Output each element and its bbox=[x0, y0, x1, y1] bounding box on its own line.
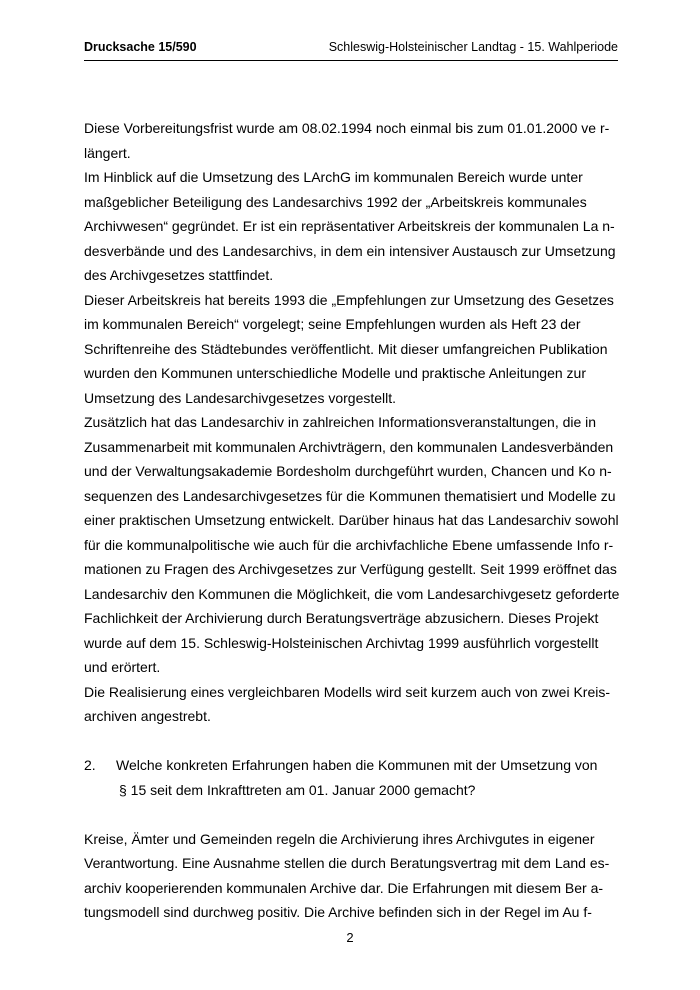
text-line: längert. bbox=[84, 144, 131, 161]
text-line: einer praktischen Umsetzung entwickelt. Darüber hinaus hat das Landesarchiv sowohl bbox=[84, 512, 619, 528]
text-line: archiv kooperierenden kommunalen Archive dar. Die Erfahrungen mit diesem Ber a- bbox=[84, 879, 604, 896]
text-line: für die kommunalpolitische wie auch für die archivfachliche Ebene umfassende Info r- bbox=[84, 536, 614, 553]
question-2 bbox=[84, 753, 618, 802]
text-line: desverbände und des Landesarchivs, in dem ein intensiver Austausch zur Umsetzung bbox=[84, 242, 616, 259]
text-line: sequenzen des Landesarchivgesetzes für die Kommunen thematisiert und Modelle zu bbox=[84, 487, 616, 504]
text-line: Schriftenreihe des Städtebundes veröffentlicht. Mit dieser umfangreichen Publikation bbox=[84, 340, 608, 357]
text-line: wurden den Kommunen unterschiedliche Modelle und praktische Anleitungen zur bbox=[84, 365, 586, 381]
document-body bbox=[84, 116, 618, 925]
text-line: und erörtert. bbox=[84, 659, 161, 675]
page-number: 2 bbox=[346, 930, 354, 945]
text-line: maßgeblicher Beteiligung des Landesarchivs 1992 der „Arbeitskreis kommunales bbox=[84, 193, 587, 210]
text-line: Die Realisierung eines vergleichbaren Modells wird seit kurzem auch von zwei Kreis- bbox=[84, 683, 611, 700]
text-line: Dieser Arbeitskreis hat bereits 1993 die „Empfehlungen zur Umsetzung des Gesetzes bbox=[84, 291, 614, 308]
parliament-title: Schleswig-Holsteinischer Landtag - 15. Wahlperiode bbox=[328, 40, 618, 54]
text-line: und der Verwaltungsakademie Bordesholm durchgeführt wurden, Chancen und Ko n- bbox=[84, 463, 612, 479]
paragraph-working-group bbox=[84, 165, 618, 288]
text-line: tungsmodell sind durchweg positiv. Die Archive befinden sich in der Regel im Au f- bbox=[84, 904, 592, 920]
text-line: Fachlichkeit der Archivierung durch Beratungsverträge abzusichern. Dieses Projekt bbox=[84, 610, 599, 626]
spacer bbox=[84, 729, 618, 754]
spacer bbox=[84, 802, 618, 827]
text-line: im kommunalen Bereich“ vorgelegt; seine Empfehlungen wurden als Heft 23 der bbox=[84, 316, 581, 332]
text-line: Diese Vorbereitungsfrist wurde am 08.02.1994 noch einmal bis zum 01.01.2000 ve r- bbox=[84, 120, 610, 136]
text-line: Archivwesen“ gegründet. Er ist ein repräsentativer Arbeitskreis der kommunalen La n- bbox=[84, 218, 615, 234]
text-line: Verantwortung. Eine Ausnahme stellen die durch Beratungsvertrag mit dem Land es- bbox=[84, 855, 610, 871]
text-line: Umsetzung des Landesarchivgesetzes vorgestellt. bbox=[84, 389, 397, 406]
question-text-line-1: Welche konkreten Erfahrungen haben die Kommunen mit der Umsetzung von bbox=[116, 757, 598, 773]
text-line: Im Hinblick auf die Umsetzung des LArchG im kommunalen Bereich wurde unter bbox=[84, 169, 583, 185]
question-line bbox=[84, 753, 618, 778]
text-line: wurde auf dem 15. Schleswig-Holsteinischen Archivtag 1999 ausführlich vorgestellt bbox=[84, 634, 599, 651]
text-line: Landesarchiv den Kommunen die Möglichkeit, die vom Landesarchivgesetz geforderte bbox=[84, 585, 620, 602]
text-line: archiven angestrebt. bbox=[84, 708, 211, 724]
question-number: 2. bbox=[84, 757, 96, 773]
document-number: Drucksache 15/590 bbox=[84, 40, 197, 54]
text-line: des Archivgesetzes stattfindet. bbox=[84, 267, 274, 283]
text-line: Kreise, Ämter und Gemeinden regeln die Archivierung ihres Archivgutes in eigener bbox=[84, 830, 595, 847]
text-line: Zusätzlich hat das Landesarchiv in zahlreichen Informationsveranstaltungen, die in bbox=[84, 414, 597, 430]
paragraph-preparation-period bbox=[84, 116, 618, 165]
paragraph-information-events bbox=[84, 410, 618, 680]
question-text-line-2: § 15 seit dem Inkrafttreten am 01. Januar 2000 gemacht? bbox=[119, 781, 476, 798]
page-header bbox=[84, 38, 618, 61]
answer-paragraph bbox=[84, 827, 618, 925]
text-line: Zusammenarbeit mit kommunalen Archivträgern, den kommunalen Landesverbänden bbox=[84, 438, 614, 455]
text-line: mationen zu Fragen des Archivgesetzes zur Verfügung gestellt. Seit 1999 eröffnet das bbox=[84, 561, 617, 577]
paragraph-recommendations bbox=[84, 288, 618, 411]
paragraph-district-archives bbox=[84, 680, 618, 729]
